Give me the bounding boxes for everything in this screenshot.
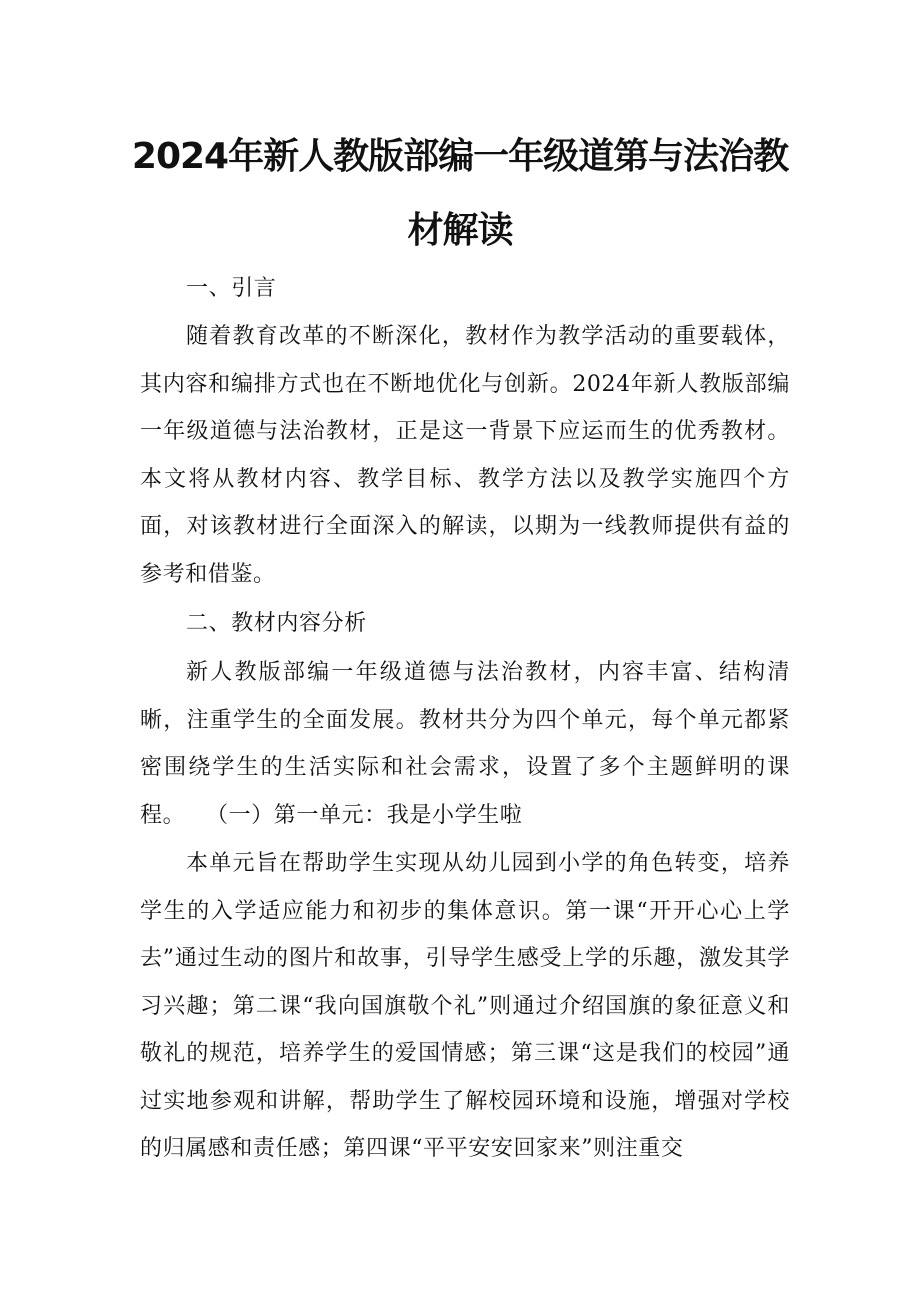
paragraph-introduction: 随着教育改革的不断深化，教材作为教学活动的重要载体，其内容和编排方式也在不断地优化与创新。2024年新人教版部编一年级道德与法治教材，正是这一背景下应运而生的优秀教材。本文将从教材内容、教学目标、教学方法以及教学实施四个方面，对该教材进行全面深入的解读，以期为一线教师提供有益的参考和借鉴。	[140, 324, 790, 587]
paragraph-unit-one: 本单元旨在帮助学生实现从幼儿园到小学的角色转变，培养学生的入学适应能力和初步的集体意识。第一课“开开心心上学去”通过生动的图片和故事，引导学生感受上学的乐趣，激发其学习兴趣；第二课“我向国旗敬个礼”则通过介绍国旗的象征意义和敬礼的规范，培养学生的爱国情感；第三课“这是我们的校园”通过实地参观和讲解，帮助学生了解校园环境和设施，增强对学校的归属感和责任感；第四课“平平安安回家来”则注重交	[140, 851, 790, 1161]
paragraph-content-analysis: 新人教版部编一年级道德与法治教材，内容丰富、结构清晰，注重学生的全面发展。教材共分为四个单元，每个单元都紧密围绕学生的生活实际和社会需求，设置了多个主题鲜明的课程。	[140, 660, 790, 828]
subsection-heading-unit-one: （一）第一单元：我是小学生啦	[206, 803, 523, 828]
document-title-line-1: 2024年新人教版部编一年级道第与法治教	[131, 136, 789, 177]
section-heading-content-analysis: 二、教材内容分析	[186, 611, 367, 636]
section-heading-introduction: 一、引言	[186, 276, 277, 301]
document-title-line-2: 材解读	[407, 210, 513, 251]
